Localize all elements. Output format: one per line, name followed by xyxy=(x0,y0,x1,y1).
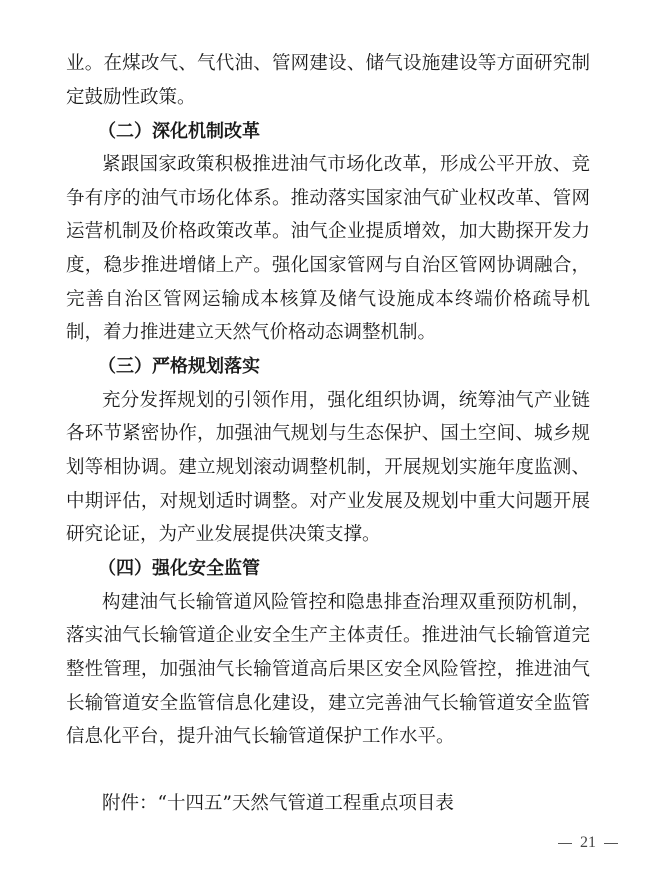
text-line: 制，着力推进建立天然气价格动态调整机制。 xyxy=(66,322,437,343)
text-line: 争有序的油气市场化体系。推动落实国家油气矿业权改革、管网 xyxy=(66,188,590,209)
text-line: 落实油气长输管道企业安全生产主体责任。推进油气长输管道完 xyxy=(66,625,590,646)
footer-dash xyxy=(558,843,572,844)
text-line: 定鼓励性政策。 xyxy=(66,87,196,108)
section-heading: （二）深化机制改革 xyxy=(98,121,260,142)
section-heading: （三）严格规划落实 xyxy=(98,356,260,377)
text-line: 运营机制及价格政策改革。油气企业提质增效，加大勘探开发力 xyxy=(66,221,590,242)
text-line: 完善自治区管网运输成本核算及储气设施成本终端价格疏导机 xyxy=(66,289,590,310)
text-line: 长输管道安全监管信息化建设，建立完善油气长输管道安全监管 xyxy=(66,693,590,714)
text-line: 紧跟国家政策积极推进油气市场化改革，形成公平开放、竞 xyxy=(102,154,590,175)
text-line: 业。在煤改气、气代油、管网建设、储气设施建设等方面研究制 xyxy=(66,53,590,74)
page-footer xyxy=(558,834,618,852)
attachment-note: 附件：“十四五”天然气管道工程重点项目表 xyxy=(102,793,454,814)
text-line: 中期评估，对规划适时调整。对产业发展及规划中重大问题开展 xyxy=(66,491,590,512)
text-line: 整性管理，加强油气长输管道高后果区安全风险管控，推进油气 xyxy=(66,659,590,680)
page-number: 21 xyxy=(580,834,596,851)
text-line: 构建油气长输管道风险管控和隐患排查治理双重预防机制， xyxy=(102,592,590,613)
text-line: 研究论证，为产业发展提供决策支撑。 xyxy=(66,524,381,545)
text-line: 充分发挥规划的引领作用，强化组织协调，统筹油气产业链 xyxy=(102,390,590,411)
section-heading: （四）强化安全监管 xyxy=(98,558,260,579)
text-line: 划等相协调。建立规划滚动调整机制，开展规划实施年度监测、 xyxy=(66,457,590,478)
text-line: 信息化平台，提升油气长输管道保护工作水平。 xyxy=(66,726,455,747)
footer-dash xyxy=(604,843,618,844)
text-line: 各环节紧密协作，加强油气规划与生态保护、国土空间、城乡规 xyxy=(66,423,590,444)
text-line: 度，稳步推进增储上产。强化国家管网与自治区管网协调融合， xyxy=(66,255,590,276)
